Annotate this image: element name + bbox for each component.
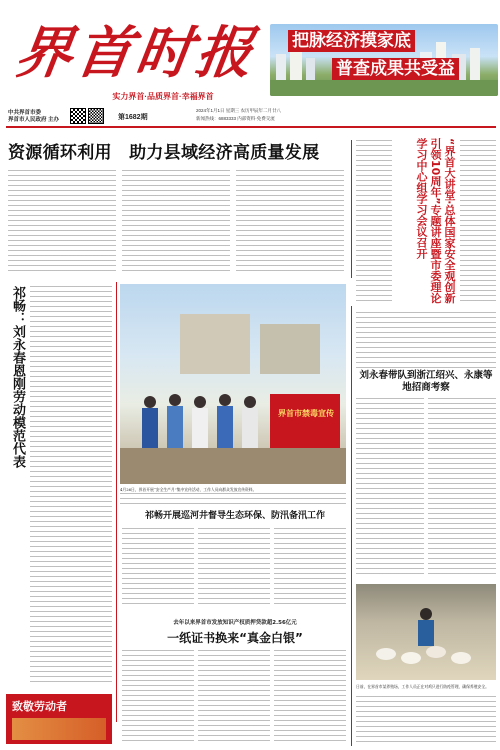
right-col-body-2 [356, 398, 424, 578]
slogan-bar [78, 92, 248, 102]
right-col-body-1 [356, 312, 496, 368]
middle-article-col-1 [122, 528, 194, 608]
date-line: 2024年1月1日 星期三 农历甲辰年二月廿八 [196, 108, 282, 113]
bottom-left-box-label: 致敬劳动者 [12, 701, 67, 713]
right-bottom-photo [356, 584, 496, 680]
masthead-rule [6, 126, 496, 128]
lower-article-col-2 [198, 650, 270, 742]
lead-body-col-1 [8, 170, 116, 275]
lead-body-col-3 [236, 170, 344, 275]
photo-caption-text: 4月26日，界首开展“安全生产月”集中宣传活动，工作人员向群众发放宣传资料。 [120, 487, 257, 492]
photo-caption [120, 487, 346, 505]
right-bottom-caption: 日前，在界首市某养殖场，工作人员正在对鸡只进行防疫管理，确保养殖安全。 [356, 684, 489, 689]
qr-code [70, 108, 86, 124]
publisher-label: 中共界首市委 界首市人民政府 主办 [8, 110, 60, 123]
lead-body-col-2 [122, 170, 230, 275]
right-news-headline: 刘永春带队到浙江绍兴、永康等地招商考察 [359, 370, 493, 393]
right-feature-headline: “界首大讲堂·总体国家安全观创新引领10周年”专题讲座暨市委理论学习中心组学习会议召开 [415, 138, 456, 304]
issue-number: 第1682期 [118, 114, 148, 121]
right-divider [351, 306, 352, 746]
left-feature-headline: 祁畅：刘永春恩刚劳动模范代表 [10, 286, 25, 468]
lower-article-kicker: 去年以来界首市发放知识产权质押贷款超2.56亿元 [173, 620, 297, 626]
qr-code-2 [88, 108, 104, 124]
lower-article-col-3 [274, 650, 346, 742]
left-feature-body [30, 286, 112, 686]
main-photo [120, 284, 346, 484]
banner-title-2: 普查成果共受益 [332, 58, 459, 80]
column-divider [351, 140, 352, 278]
bottom-left-box-image [12, 718, 106, 740]
lower-article-headline: 一纸证书换来“真金白银” [167, 631, 303, 645]
left-divider [116, 282, 117, 722]
middle-article-col-2 [198, 528, 270, 608]
banner-title-1: 把脉经济摸家底 [288, 30, 415, 52]
right-feature-body-2 [460, 140, 496, 304]
bottom-left-box [6, 694, 112, 744]
middle-article-col-3 [274, 528, 346, 608]
right-feature-body-1 [356, 140, 392, 304]
photo-caption-lines [120, 493, 346, 505]
right-feature [356, 138, 496, 306]
event-scene [120, 284, 346, 484]
masthead [0, 0, 500, 128]
middle-article-headline: 祁畅开展巡河井督导生态环保、防汛备汛工作 [144, 511, 325, 521]
slogan-text: 实力界首·品质界首·幸福界首 [112, 92, 214, 101]
right-col-body-3 [428, 398, 496, 578]
right-col-body-4 [356, 696, 496, 744]
poultry-scene [356, 584, 496, 680]
info-line: 新闻热线：6883333 内部资料·免费交流 [196, 116, 275, 121]
lower-article-col-1 [122, 650, 194, 742]
newspaper-logo: 界首时报 [11, 23, 261, 85]
masthead-banner [270, 24, 498, 96]
lead-headline: 资源循环利用 助力县域经济高质量发展 [8, 143, 320, 163]
event-banner-sign: 界首市禁毒宣传 [278, 409, 334, 418]
